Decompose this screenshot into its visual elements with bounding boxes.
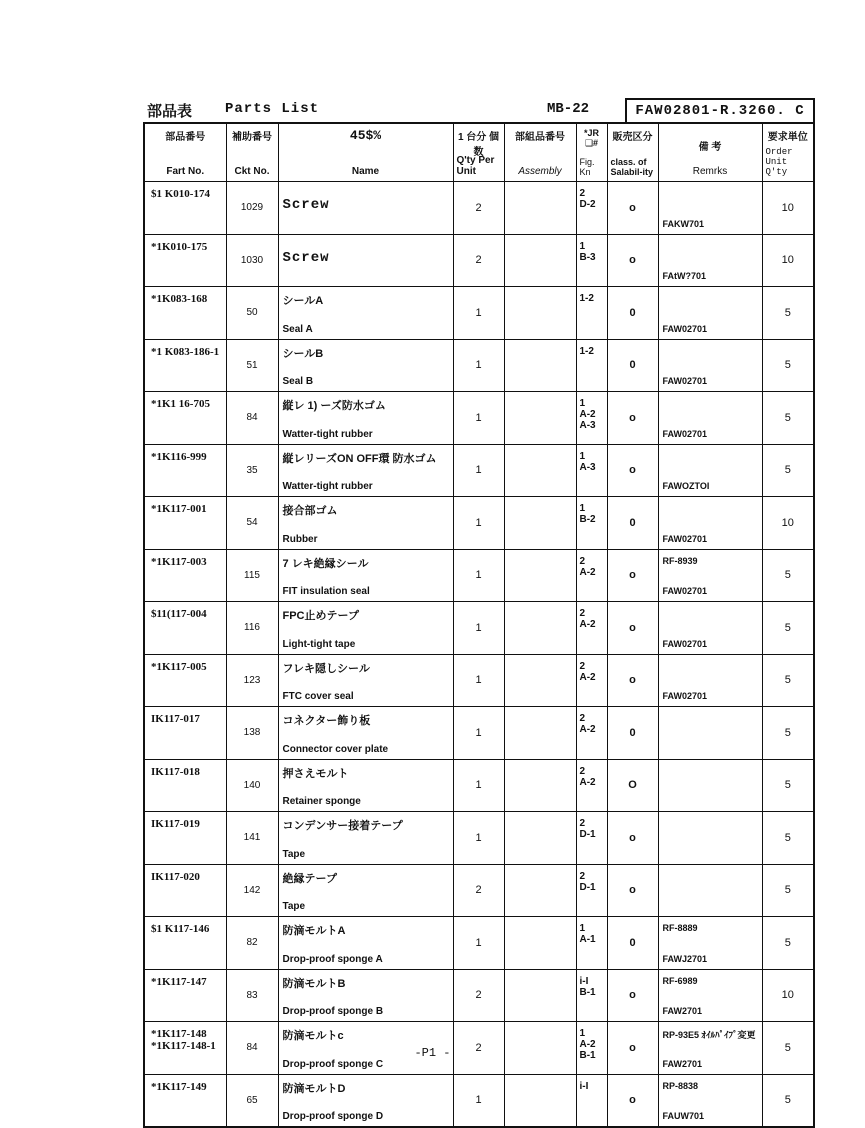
name-japanese: 防滴モルトc xyxy=(282,1030,344,1042)
name-english: Tape xyxy=(282,848,306,860)
order-unit: 5 xyxy=(762,287,814,340)
name-japanese: 7 レキ絶縁シール xyxy=(282,557,369,570)
table-row xyxy=(144,864,814,917)
assembly xyxy=(504,602,576,655)
part-number: *1K117-001 xyxy=(144,497,226,550)
name-english: Retainer sponge xyxy=(282,796,361,807)
name-japanese: 押さえモルト xyxy=(282,767,349,780)
col-assembly: 部組品番号 Assembly xyxy=(504,123,576,182)
part-number: $11(117-004 xyxy=(144,602,226,655)
part-number: *1K1 16-705 xyxy=(144,392,226,445)
order-unit: 5 xyxy=(762,1022,814,1075)
name-english: Screw xyxy=(282,197,330,213)
part-number: *1K083-168 xyxy=(144,287,226,340)
table-row xyxy=(144,182,814,235)
part-name xyxy=(278,497,453,550)
ckt-number: 138 xyxy=(226,707,278,760)
part-number: IK117-017 xyxy=(144,707,226,760)
part-number: *1 K083-186-1 xyxy=(144,339,226,392)
figure-ref: i-I B-1 xyxy=(576,969,607,1022)
quantity: 1 xyxy=(453,707,504,760)
col-qty: 1 台分 個 数 Q'ty Per Unit xyxy=(453,123,504,182)
remarks xyxy=(658,654,762,707)
quantity: 1 xyxy=(453,812,504,865)
ckt-number: 123 xyxy=(226,654,278,707)
name-english: Watter-tight rubber xyxy=(282,428,373,440)
parts-table xyxy=(143,122,815,1128)
name-english: Connector cover plate xyxy=(282,743,389,755)
part-number: *1K116-999 xyxy=(144,444,226,497)
table-row xyxy=(144,917,814,970)
part-name xyxy=(278,392,453,445)
remarks xyxy=(658,917,762,970)
part-number: *1K117-005 xyxy=(144,654,226,707)
part-number: *1K010-175 xyxy=(144,234,226,287)
sales-class: o xyxy=(607,1022,658,1075)
col-class: 販売区分 class. of Salabil-ity xyxy=(607,123,658,182)
order-unit: 10 xyxy=(762,234,814,287)
remarks xyxy=(658,602,762,655)
name-japanese: コンデンサー接着テープ xyxy=(282,820,403,832)
part-number: *1K117-003 xyxy=(144,549,226,602)
figure-ref: 2 D-1 xyxy=(576,864,607,917)
part-name xyxy=(278,654,453,707)
order-unit: 5 xyxy=(762,864,814,917)
sales-class: o xyxy=(607,864,658,917)
quantity: 1 xyxy=(453,917,504,970)
remark-doc: FAW02701 xyxy=(662,533,708,544)
sales-class: o xyxy=(607,392,658,445)
name-japanese: 接合部ゴム xyxy=(282,505,338,517)
sales-class: o xyxy=(607,654,658,707)
part-number: IK117-019 xyxy=(144,812,226,865)
part-name xyxy=(278,917,453,970)
sales-class: o xyxy=(607,1074,658,1127)
model-number: MB-22 xyxy=(547,101,590,117)
remarks xyxy=(658,759,762,812)
assembly xyxy=(504,1074,576,1127)
order-unit: 10 xyxy=(762,969,814,1022)
part-number: *1K117-147 xyxy=(144,969,226,1022)
quantity: 2 xyxy=(453,234,504,287)
remarks xyxy=(658,1074,762,1127)
part-name xyxy=(278,602,453,655)
quantity: 1 xyxy=(453,602,504,655)
remark-doc: FAW02701 xyxy=(662,691,708,701)
remark-doc: FAWJ2701 xyxy=(662,953,708,964)
assembly xyxy=(504,759,576,812)
part-name xyxy=(278,969,453,1022)
sales-class: 0 xyxy=(607,707,658,760)
quantity: 1 xyxy=(453,392,504,445)
name-japanese: シールA xyxy=(282,295,324,307)
part-name xyxy=(278,339,453,392)
remark-doc: FAW02701 xyxy=(662,376,708,386)
assembly xyxy=(504,497,576,550)
order-unit: 5 xyxy=(762,707,814,760)
sales-class: O xyxy=(607,759,658,812)
remarks xyxy=(658,392,762,445)
name-japanese: コネクター飾り板 xyxy=(282,715,371,727)
quantity: 1 xyxy=(453,444,504,497)
table-row xyxy=(144,812,814,865)
part-name xyxy=(278,707,453,760)
table-row xyxy=(144,234,814,287)
remark-doc: FAW02701 xyxy=(662,638,708,649)
assembly xyxy=(504,339,576,392)
figure-ref: 2 A-2 xyxy=(576,759,607,812)
ckt-number: 83 xyxy=(226,969,278,1022)
name-english: Drop-proof sponge C xyxy=(282,1058,384,1070)
figure-ref: 2 A-2 xyxy=(576,707,607,760)
remark-doc: FAW02701 xyxy=(662,428,708,439)
name-japanese: 防滴モルトD xyxy=(282,1082,346,1095)
part-name xyxy=(278,287,453,340)
remarks xyxy=(658,864,762,917)
quantity: 1 xyxy=(453,549,504,602)
quantity: 2 xyxy=(453,864,504,917)
ckt-number: 116 xyxy=(226,602,278,655)
part-number: IK117-020 xyxy=(144,864,226,917)
table-row xyxy=(144,444,814,497)
part-name xyxy=(278,182,453,235)
figure-ref: 1 A-3 xyxy=(576,444,607,497)
remark-doc: FAW02701 xyxy=(662,323,708,334)
table-row xyxy=(144,602,814,655)
order-unit: 5 xyxy=(762,812,814,865)
name-english: Seal A xyxy=(282,323,313,335)
figure-ref: 2 A-2 xyxy=(576,602,607,655)
part-number: $1 K010-174 xyxy=(144,182,226,235)
quantity: 2 xyxy=(453,1022,504,1075)
sales-class: o xyxy=(607,969,658,1022)
sales-class: o xyxy=(607,444,658,497)
assembly xyxy=(504,234,576,287)
table-row xyxy=(144,969,814,1022)
ckt-number: 115 xyxy=(226,549,278,602)
quantity: 2 xyxy=(453,182,504,235)
part-name xyxy=(278,759,453,812)
name-japanese: 防滴モルトA xyxy=(282,925,346,937)
remarks xyxy=(658,444,762,497)
order-unit: 5 xyxy=(762,602,814,655)
title-japanese: 部品表 xyxy=(147,103,193,120)
order-unit: 5 xyxy=(762,1074,814,1127)
sales-class: o xyxy=(607,182,658,235)
remark-ref: RF-8889 xyxy=(662,923,698,933)
sales-class: 0 xyxy=(607,287,658,340)
sales-class: o xyxy=(607,549,658,602)
order-unit: 10 xyxy=(762,497,814,550)
quantity: 1 xyxy=(453,339,504,392)
table-row xyxy=(144,654,814,707)
part-name xyxy=(278,549,453,602)
table-row xyxy=(144,287,814,340)
sales-class: o xyxy=(607,602,658,655)
remark-doc: FAtW?701 xyxy=(662,271,707,281)
part-name xyxy=(278,444,453,497)
name-english: Tape xyxy=(282,901,306,912)
name-english: Drop-proof sponge D xyxy=(282,1111,384,1122)
table-row xyxy=(144,549,814,602)
assembly xyxy=(504,549,576,602)
order-unit: 5 xyxy=(762,654,814,707)
remarks xyxy=(658,234,762,287)
figure-ref: i-I xyxy=(576,1074,607,1127)
col-ckt-no: 補助番号 Ckt No. xyxy=(226,123,278,182)
ckt-number: 84 xyxy=(226,392,278,445)
figure-ref: 1-2 xyxy=(576,339,607,392)
figure-ref: 2 A-2 xyxy=(576,654,607,707)
quantity: 1 xyxy=(453,654,504,707)
part-number: $1 K117-146 xyxy=(144,917,226,970)
name-english: Drop-proof sponge A xyxy=(282,953,383,965)
remark-doc: FAKW701 xyxy=(662,218,705,229)
col-name: 45$% Name xyxy=(278,123,453,182)
name-english: FIT insulation seal xyxy=(282,586,370,597)
quantity: 1 xyxy=(453,497,504,550)
remark-ref: RF-6989 xyxy=(662,975,698,986)
remarks xyxy=(658,497,762,550)
name-english: FTC cover seal xyxy=(282,691,354,702)
name-english: Drop-proof sponge B xyxy=(282,1006,384,1017)
remark-ref: RP-93E5 ｵｲﾙﾊﾟｲﾌﾟ変更 xyxy=(662,1030,756,1040)
name-english: Seal B xyxy=(282,376,314,387)
figure-ref: 1 B-2 xyxy=(576,497,607,550)
order-unit: 5 xyxy=(762,444,814,497)
part-name xyxy=(278,812,453,865)
order-unit: 5 xyxy=(762,392,814,445)
remarks xyxy=(658,969,762,1022)
assembly xyxy=(504,654,576,707)
order-unit: 5 xyxy=(762,339,814,392)
ckt-number: 1029 xyxy=(226,182,278,235)
name-japanese: シールB xyxy=(282,347,324,360)
assembly xyxy=(504,182,576,235)
ckt-number: 65 xyxy=(226,1074,278,1127)
remark-ref: RP-8838 xyxy=(662,1080,699,1091)
assembly xyxy=(504,444,576,497)
name-japanese: 絶縁テープ xyxy=(282,872,337,885)
name-english: Screw xyxy=(282,249,330,266)
sales-class: 0 xyxy=(607,917,658,970)
figure-ref: 1 A-1 xyxy=(576,917,607,970)
part-name xyxy=(278,864,453,917)
assembly xyxy=(504,917,576,970)
figure-ref: 1 B-3 xyxy=(576,234,607,287)
quantity: 1 xyxy=(453,287,504,340)
name-japanese: 縦レリーズON OFF環 防水ゴム xyxy=(282,452,437,465)
assembly xyxy=(504,287,576,340)
part-number: IK117-018 xyxy=(144,759,226,812)
remark-doc: FAW2701 xyxy=(662,1006,703,1016)
assembly xyxy=(504,969,576,1022)
col-remarks: 備 考 Remrks xyxy=(658,123,762,182)
remarks xyxy=(658,549,762,602)
name-japanese: 防滴モルトB xyxy=(282,977,346,990)
table-row xyxy=(144,339,814,392)
sales-class: 0 xyxy=(607,339,658,392)
assembly xyxy=(504,812,576,865)
order-unit: 5 xyxy=(762,917,814,970)
remark-doc: FAW2701 xyxy=(662,1058,703,1069)
table-row xyxy=(144,759,814,812)
figure-ref: 1 A-2 A-3 xyxy=(576,392,607,445)
sales-class: o xyxy=(607,812,658,865)
name-english: Watter-tight rubber xyxy=(282,481,373,492)
ckt-number: 35 xyxy=(226,444,278,497)
ckt-number: 82 xyxy=(226,917,278,970)
name-japanese: フレキ隠しシール xyxy=(282,662,370,675)
table-row xyxy=(144,392,814,445)
title-english: Parts List xyxy=(225,101,320,117)
part-name xyxy=(278,234,453,287)
remark-doc: FAW02701 xyxy=(662,586,708,596)
figure-ref: 2 D-1 xyxy=(576,812,607,865)
figure-ref: 1 A-2 B-1 xyxy=(576,1022,607,1075)
page-number: -P1 - xyxy=(414,1046,451,1060)
ckt-number: 50 xyxy=(226,287,278,340)
order-unit: 10 xyxy=(762,182,814,235)
ckt-number: 84 xyxy=(226,1022,278,1075)
table-body xyxy=(144,182,814,1128)
sales-class: 0 xyxy=(607,497,658,550)
document-code: FAW02801-R.3260. C xyxy=(625,98,815,122)
part-number: *1K117-148 *1K117-148-1 xyxy=(144,1022,226,1075)
ckt-number: 1030 xyxy=(226,234,278,287)
title-row xyxy=(145,98,813,122)
table-row xyxy=(144,1074,814,1127)
remarks xyxy=(658,339,762,392)
quantity: 1 xyxy=(453,1074,504,1127)
quantity: 2 xyxy=(453,969,504,1022)
name-english: Rubber xyxy=(282,533,318,545)
assembly xyxy=(504,864,576,917)
part-name xyxy=(278,1074,453,1127)
remark-ref: RF-8939 xyxy=(662,555,698,566)
assembly xyxy=(504,707,576,760)
name-english: Light-tight tape xyxy=(282,638,356,650)
remark-doc: FAWOZTOI xyxy=(662,481,710,491)
ckt-number: 140 xyxy=(226,759,278,812)
remarks xyxy=(658,707,762,760)
order-unit: 5 xyxy=(762,759,814,812)
ckt-number: 54 xyxy=(226,497,278,550)
figure-ref: 1-2 xyxy=(576,287,607,340)
table-row xyxy=(144,497,814,550)
assembly xyxy=(504,392,576,445)
quantity: 1 xyxy=(453,759,504,812)
figure-ref: 2 A-2 xyxy=(576,549,607,602)
remarks xyxy=(658,287,762,340)
ckt-number: 141 xyxy=(226,812,278,865)
figure-ref: 2 D-2 xyxy=(576,182,607,235)
part-number: *1K117-149 xyxy=(144,1074,226,1127)
table-row xyxy=(144,707,814,760)
col-fig: *JR ❑# Fig. Kn xyxy=(576,123,607,182)
remark-doc: FAUW701 xyxy=(662,1111,705,1121)
remarks xyxy=(658,182,762,235)
header-row xyxy=(144,123,814,182)
name-japanese: FPC止めテープ xyxy=(282,610,359,622)
remarks xyxy=(658,812,762,865)
col-part-no: 部品番号 Fart No. xyxy=(144,123,226,182)
name-japanese: 縦レ 1) ーズ防水ゴム xyxy=(282,400,386,412)
sales-class: o xyxy=(607,234,658,287)
order-unit: 5 xyxy=(762,549,814,602)
col-order: 要求単位 Order Unit Q'ty xyxy=(762,123,814,182)
ckt-number: 51 xyxy=(226,339,278,392)
ckt-number: 142 xyxy=(226,864,278,917)
